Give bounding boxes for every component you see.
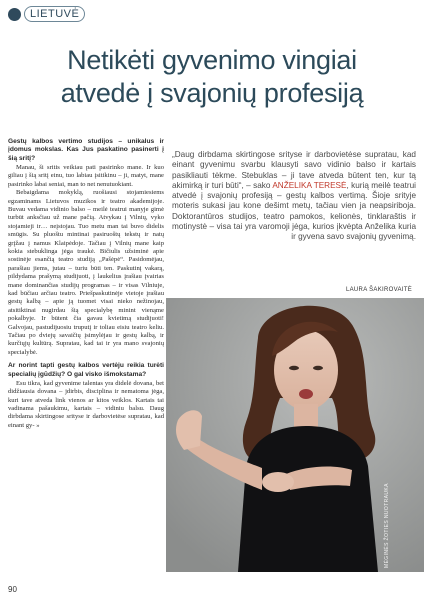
answer-paragraph-1: Manau, ši sritis veikiau pati pasirinko mane. Ir kuo giliau į šią sritį einu, tuo labiau įsitikinu – ji, matyt, mane pasirinko labai seniai, man to net nenutuokiant. — [8, 163, 164, 188]
headline — [18, 44, 406, 110]
headline-line-1: Netikėti gyvenimo vingiai — [67, 45, 357, 75]
question-2: Ar norint tapti gestų kalbos vertėju reikia turėti specialių įgūdžių? O gal visko išmokstama? — [8, 362, 164, 378]
headline-line-2: atvedė į svajonių profesiją — [60, 78, 364, 108]
answer-paragraph-3: Esu tikra, kad gyvenime talentas yra didelė dovana, bet didžiausia dovana – jdirbis, disciplina ir nematoma jėga, kuri tave atveda link vienos ar kitos veiklos. Kartais tai vadinama pašaukimu, kartais – vidiniu balsu. Daug dirbdama skirtingose srityse ir darbovietėse supratau, kad einant gy- » — [8, 379, 164, 429]
page-number: 90 — [8, 585, 17, 594]
answer-paragraph-2: Bebaigdama mokyklą, ruošiausi stojamiesiems egzaminams Lietuvos muzikos ir teatro akademijoje. Buvau vedama vidinio balso – meilė teatrui manyje gimė turbūt anksčiau už mane pačią. Atvykau į Vilnių, vyko stojamieji ir… neįstojau. Tuo metu man tai buvo didelis smūgis. Su pluoštu mintinai pasiruoštų tekstų ir natų grįžau į namus Klaipėdoje. Tačiau į Vilnių mane kaip kokia stebuklinga jėga traukė. Bičiulis užsiminė apie sostinėje esančią teatro studiją „Pašėpė“. Pasidomėjau, parašiau jiems, jutau – turiu būti ten. Paskutinį vakarą, pildydama prašymą studijuoti, į laukelius įrašiau įvairias mane dominančias studijų programas – ir visas Vilniuje, kad būčiau arčiau teatro. Priešpaskutinėje vietoje įrašiau gestų kalbą – apie ją tuomet visai nieko nežinojau, atsitiktinai nugirdau šią specialybę minint vienąme pokalbyje. Ir būtent čia gavau kvietimą studijuoti! Galvojau, pastudijuosiu truputį ir toliau eisiu teatro keliu. Tačiau po dviejų savaičių įsimylėjau ir gestų kalbą, ir kurčiųjų kultūrą. Supratau, kad tai ir yra mano svajonių specialybė. — [8, 189, 164, 356]
section-tag — [8, 6, 85, 22]
byline: LAURA ŠAKIROVAITĖ — [345, 287, 412, 293]
section-label: LIETUVĖ — [24, 6, 85, 22]
lede-part-2: , kurią meilė teatrui atvedė į svajonių profesiją – gestų kalbos vertimą. Šioje srityje moteris sukasi jau kone dešimt metų, tačiau vien ja neapsiriboja. Doktorantūros studijos, teatro pamokos, kelionės, tinklaraštis ir motinystė – visa tai yra varomoji jėga, kurios įkvėpta Anželika kuria ir gyvena savo svajonių gyvenimą. — [172, 180, 416, 242]
lede-paragraph — [172, 150, 416, 243]
section-dot-icon — [8, 8, 21, 21]
portrait-photo — [166, 298, 424, 572]
lede-part-1: „Daug dirbdama skirtingose srityse ir darbovietėse supratau, kad einant gyvenimu svarbu klausyti savo vidinio balso ir kartais pasikliauti tėkme. Stebuklas – ji tave atveda būtent ten, kur tą akimirką ir turi būti“, – sako — [172, 150, 416, 190]
left-column — [8, 138, 164, 430]
question-1: Gestų kalbos vertimo studijos – unikalus ir įdomus mokslas. Kas Jus paskatino pasinerti į šią sritį? — [8, 138, 164, 162]
photo-credit: MĖGINĖS ŽOTIES NUOTRAUKA — [384, 483, 390, 568]
lede-subject-name: ANŽELIKA TERESĖ — [272, 180, 347, 190]
